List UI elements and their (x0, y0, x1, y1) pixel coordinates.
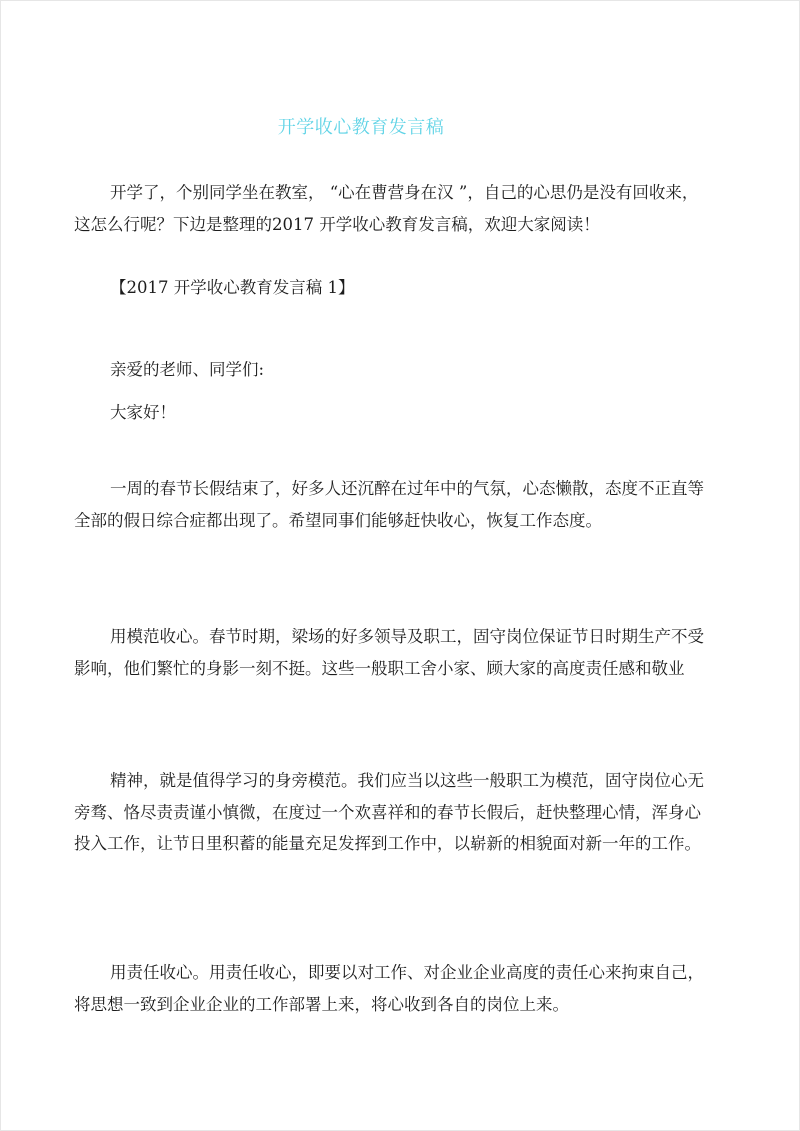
section-heading: 【2017 开学收心教育发言稿 1】 (110, 278, 355, 297)
document-title: 开学收心教育发言稿 (277, 117, 445, 138)
body-paragraph-3: 精神，就是值得学习的身旁模范。我们应当以这些一般职工为模范，固守岗位心无旁骛、恪尽责责谨小慎微，在度过一个欢喜祥和的春节长假后，赶快整理心情，浑身心投入工作，让节日里积蓄的能量充足发挥到工作中，以崭新的相貌面对新一年的工作。 (74, 771, 704, 853)
body-paragraph-4: 用责任收心。用责任收心，即要以对工作、对企业企业高度的责任心来拘束自己，将思想一致到企业企业的工作部署上来，将心收到各自的岗位上来。 (74, 963, 704, 1014)
salutation-line: 大家好！ (110, 403, 176, 422)
body-paragraph-2: 用模范收心。春节时期，梁场的好多领导及职工，固守岗位保证节日时期生产不受影响，他们繁忙的身影一刻不挺。这些一般职工舍小家、顾大家的高度责任感和敬业 (74, 627, 704, 678)
greeting-line: 亲爱的老师、同学们: (110, 360, 265, 379)
intro-paragraph: 开学了，个别同学坐在教室， “心在曹营身在汉 ”，自己的心思仍是没有回收来，这怎么行呢？下边是整理的2017 开学收心教育发言稿，欢迎大家阅读！ (74, 183, 699, 234)
body-paragraph-1: 一周的春节长假结束了，好多人还沉醉在过年中的气氛，心态懒散，态度不正直等全部的假日综合症都出现了。希望同事们能够赶快收心，恢复工作态度。 (74, 479, 704, 530)
